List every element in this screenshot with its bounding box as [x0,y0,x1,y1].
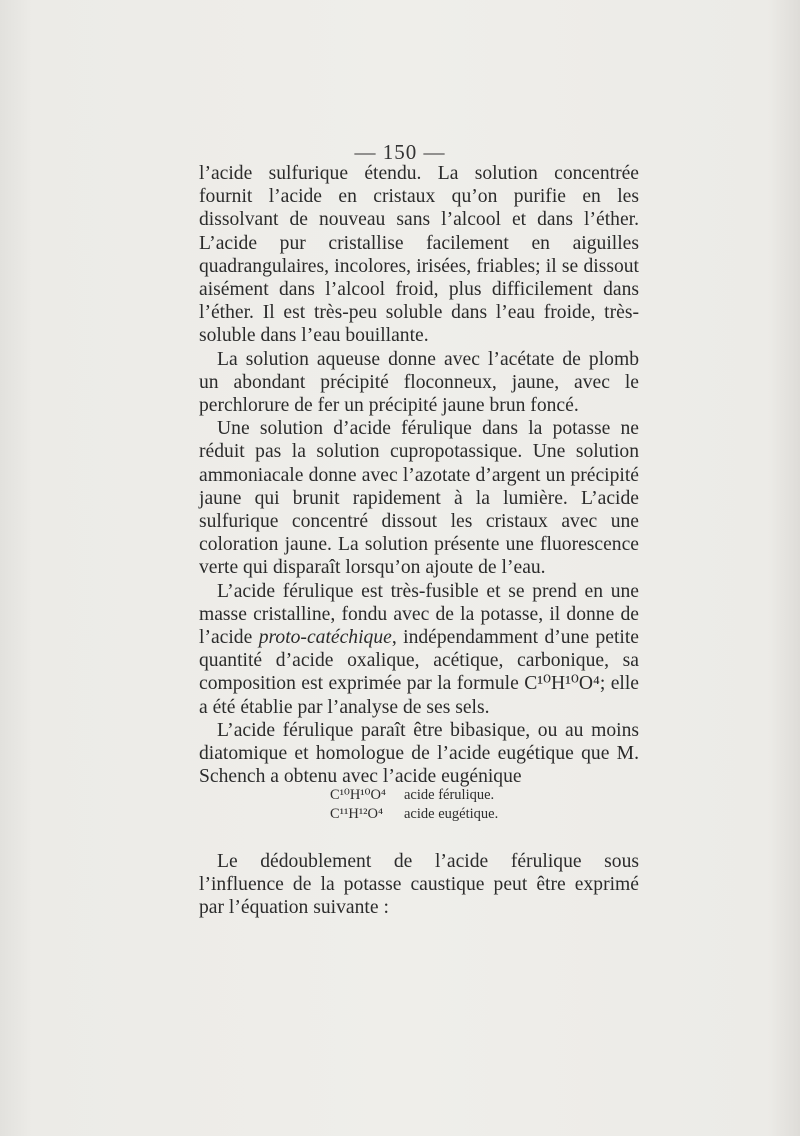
paragraph-4 [199,580,639,719]
closing-text [199,850,639,920]
formula: C¹⁰H¹⁰O⁴ [330,787,386,803]
paragraph-4-start: L’acide férulique est très-fusible et se prend en une masse cristalline, fondu avec de la potasse, il donne de l’acide [199,580,639,649]
page-number: — 150 — [354,140,446,164]
formula: C¹¹H¹²O⁴ [330,806,384,822]
paragraph-3: Une solution d’acide férulique dans la potasse ne réduit pas la solution cupropotassique. Une solution ammoniacale donne avec l’azotate d’argent un précipité jaune qui brunit rapidement à la lumière. L’acide sulfurique concentré dissout les cristaux avec une coloration jaune. La solution présente une fluorescence verte qui disparaît lorsqu’on ajoute de l’eau. [199,418,639,579]
formula-list [330,786,498,824]
paragraph-5: L’acide férulique paraît être bibasique, ou au moins diatomique et homologue de l’acide eugétique que M. Schench a obtenu avec l’acide eugénique [199,719,639,788]
closing-paragraph: Le dédoublement de l’acide férulique sous l’influence de la potasse caustique peut être exprimé par l’équation suivante : [199,851,639,919]
paragraph-1: l’acide sulfurique étendu. La solution concentrée fournit l’acide en cristaux qu’on purifie en les dissolvant de nouveau sans l’alcool et dans l’éther. L’acide pur cristallise facilement en aiguilles quadrangulaires, incolores, irisées, friables; il se dissout aisément dans l’alcool froid, plus difficilement dans l’éther. Il est très-peu soluble dans l’eau froide, très-soluble dans l’eau bouillante. [199,163,639,347]
formula-row [330,786,498,805]
body-text [199,162,639,788]
paragraph-2: La solution aqueuse donne avec l’acétate de plomb un abondant précipité floconneux, jaune, avec le perchlorure de fer un précipité jaune brun foncé. [199,348,639,417]
paragraph-4-italic: proto-catéchique [258,627,392,649]
formula-name: acide férulique. [404,787,495,803]
paragraph-4-end: , indépendamment d’une petite quantité d’acide oxalique, acétique, carbonique, sa composition est exprimée par la formule C¹⁰H¹⁰O⁴; elle a été établie par l’analyse de ses sels. [199,627,639,718]
formula-name: acide eugétique. [404,806,499,822]
formula-row [330,805,498,824]
